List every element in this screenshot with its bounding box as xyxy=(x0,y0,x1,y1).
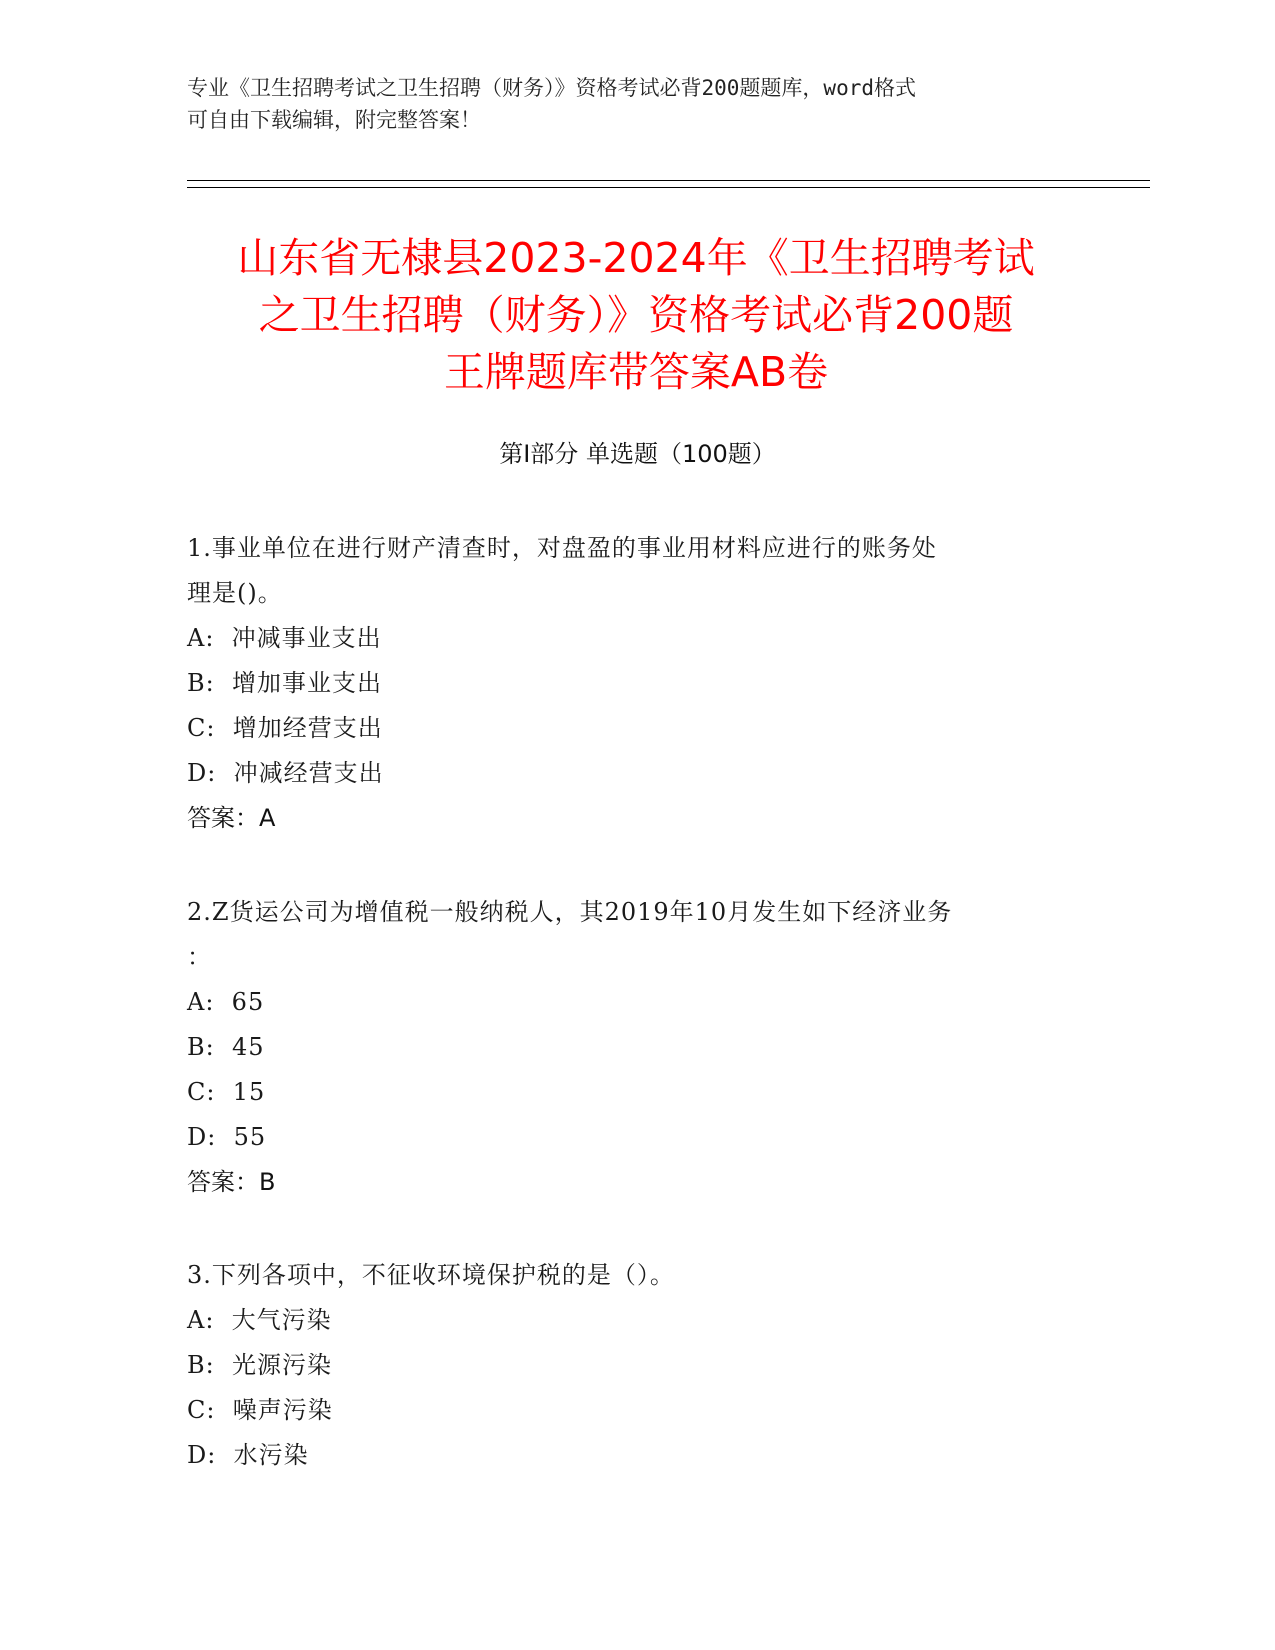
answer-label: 答案：B xyxy=(187,1168,276,1196)
option-c: C: 15 xyxy=(187,1078,266,1106)
option-d: D: 水污染 xyxy=(187,1441,309,1469)
question-3 xyxy=(187,1253,1087,1478)
option-a: A: 大气污染 xyxy=(187,1306,332,1334)
question-2 xyxy=(187,890,1087,1205)
header-divider-bottom xyxy=(187,187,1150,188)
section-heading: 第Ⅰ部分 单选题（100题） xyxy=(499,440,776,468)
option-d: D: 55 xyxy=(187,1123,267,1151)
document-header-note xyxy=(187,72,1087,136)
answer-label: 答案：A xyxy=(187,804,276,832)
option-b: B: 增加事业支出 xyxy=(187,669,382,697)
option-a: A: 65 xyxy=(187,988,265,1016)
question-stem-line-1: 3.下列各项中，不征收环境保护税的是（）。 xyxy=(187,1261,675,1289)
option-c: C: 噪声污染 xyxy=(187,1396,333,1424)
option-d: D: 冲减经营支出 xyxy=(187,759,384,787)
document-title xyxy=(187,230,1085,401)
title-line-2: 之卫生招聘（财务）》资格考试必背200题 xyxy=(258,291,1014,339)
title-line-3: 王牌题库带答案AB卷 xyxy=(443,348,829,396)
question-stem xyxy=(187,526,1087,616)
header-note-line-1: 专业《卫生招聘考试之卫生招聘（财务）》资格考试必背200题题库，word格式 xyxy=(187,76,916,100)
question-stem xyxy=(187,1253,1087,1298)
header-note-line-2: 可自由下载编辑，附完整答案！ xyxy=(187,108,481,132)
title-line-1: 山东省无棣县2023-2024年《卫生招聘考试 xyxy=(237,234,1035,282)
header-divider-top xyxy=(187,180,1150,181)
question-stem-line-2: 理是()。 xyxy=(187,579,283,607)
question-stem-line-2: ： xyxy=(187,943,212,971)
option-b: B: 光源污染 xyxy=(187,1351,332,1379)
option-c: C: 增加经营支出 xyxy=(187,714,383,742)
question-stem-line-1: 1.事业单位在进行财产清查时，对盘盈的事业用材料应进行的账务处 xyxy=(187,534,937,562)
question-stem-line-1: 2.Z货运公司为增值税一般纳税人，其2019年10月发生如下经济业务 xyxy=(187,898,953,926)
question-stem xyxy=(187,890,1087,980)
option-b: B: 45 xyxy=(187,1033,265,1061)
question-1 xyxy=(187,526,1087,841)
option-a: A: 冲减事业支出 xyxy=(187,624,382,652)
